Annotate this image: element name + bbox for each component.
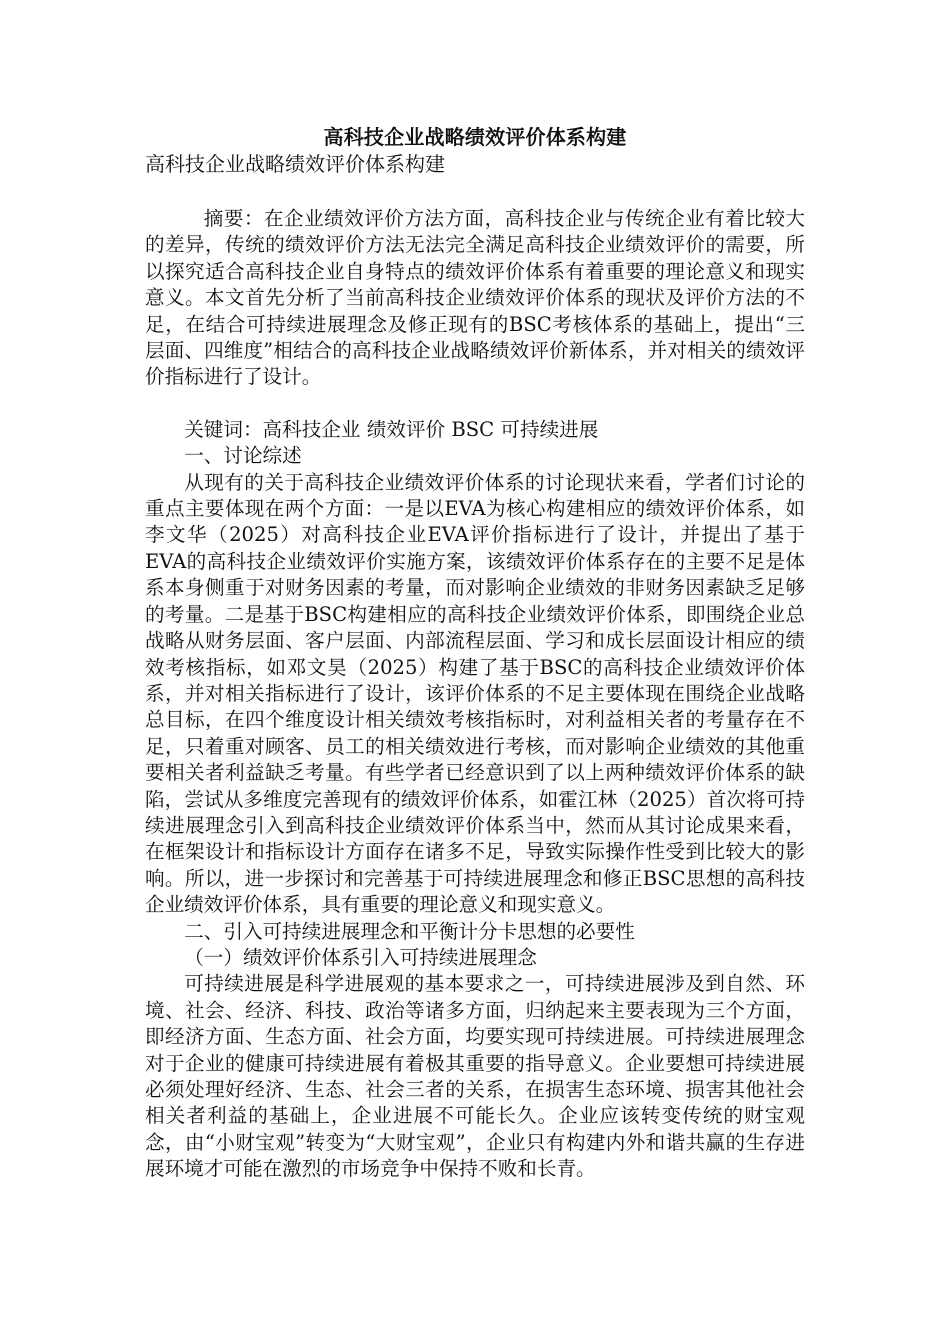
section-1-heading: 一、讨论综述 [184,444,302,468]
section-2-heading: 二、引入可持续进展理念和平衡计分卡思想的必要性 [184,919,635,943]
document-body [145,123,805,1183]
section-1-paragraph: 从现有的关于高科技企业绩效评价体系的讨论现状来看，学者们讨论的重点主要体现在两个方面：一是以EVA为核心构建相应的绩效评价体系，如李文华（2025）对高科技企业EVA评价指标进行了设计，并提出了基于EVA的高科技企业绩效评价实施方案，该绩效评价体系存在的主要不足是体系本身侧重于对财务因素的考量，而对影响企业绩效的非财务因素缺乏足够的考量。二是基于BSC构建相应的高科技企业绩效评价体系，即围绕企业总战略从财务层面、客户层面、内部流程层面、学习和成长层面设计相应的绩效考核指标，如邓文昊（2025）构建了基于BSC的高科技企业绩效评价体系，并对相关指标进行了设计，该评价体系的不足主要体现在围绕企业战略总目标，在四个维度设计相关绩效考核指标时，对利益相关者的考量存在不足，只着重对顾客、员工的相关绩效进行考核，而对影响企业绩效的其他重要相关者利益缺乏考量。有些学者已经意识到了以上两种绩效评价体系的缺陷，尝试从多维度完善现有的绩效评价体系，如霍江林（2025）首次将可持续进展理念引入到高科技企业绩效评价体系当中，然而从其讨论成果来看，在框架设计和指标设计方面存在诸多不足，导致实际操作性受到比较大的影响。所以，进一步探讨和完善基于可持续进展理念和修正BSC思想的高科技企业绩效评价体系，具有重要的理论意义和现实意义。 [145,470,805,917]
keywords-line: 关键词：高科技企业 绩效评价 BSC 可持续进展 [184,417,599,441]
section-2-subheading-1: （一）绩效评价体系引入可持续进展理念 [184,945,537,969]
section-2-paragraph-1: 可持续进展是科学进展观的基本要求之一，可持续进展涉及到自然、环境、社会、经济、科技、政治等诸多方面，归纳起来主要表现为三个方面，即经济方面、生态方面、社会方面，均要实现可持续进展。可持续进展理念对于企业的健康可持续进展有着极其重要的指导意义。企业要想可持续进展必须处理好经济、生态、社会三者的关系，在损害生态环境、损害其他社会相关者利益的基础上，企业进展不可能长久。企业应该转变传统的财宝观念，由“小财宝观”转变为“大财宝观”，企业只有构建内外和谐共赢的生存进展环境才可能在激烈的市场竞争中保持不败和长青。 [145,972,805,1181]
abstract-paragraph: 摘要：在企业绩效评价方法方面，高科技企业与传统企业有着比较大的差异，传统的绩效评价方法无法完全满足高科技企业绩效评价的需要，所以探究适合高科技企业自身特点的绩效评价体系有着重要的理论意义和现实意义。本文首先分析了当前高科技企业绩效评价体系的现状及评价方法的不足，在结合可持续进展理念及修正现有的BSC考核体系的基础上，提出“三层面、四维度”相结合的高科技企业战略绩效评价新体系，并对相关的绩效评价指标进行了设计。 [145,207,805,389]
document-subtitle: 高科技企业战略绩效评价体系构建 [145,152,445,176]
document-title: 高科技企业战略绩效评价体系构建 [323,125,627,149]
